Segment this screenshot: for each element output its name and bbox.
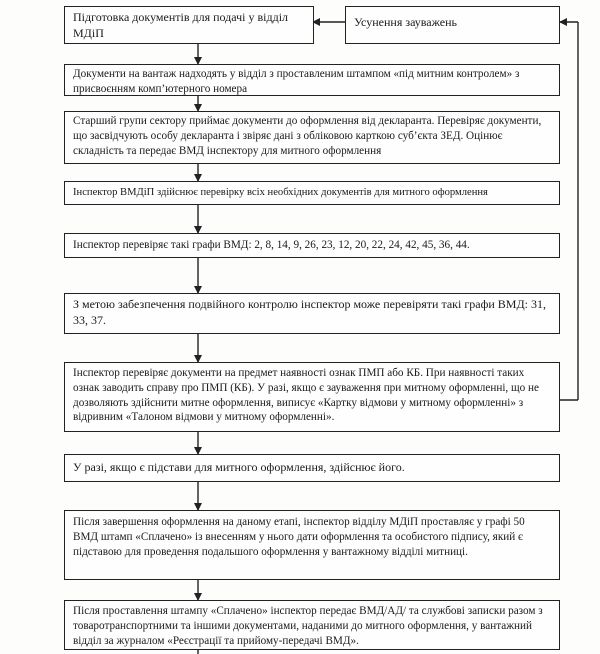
prepare-documents-box: Підготовка документів для подачі у відділ МДіП: [64, 6, 314, 44]
step-5-box: З метою забезпечення подвійного контролю інспектор може перевіряти такі графи ВМД: 31, 33, 37.: [64, 293, 560, 334]
step-4-box: Інспектор перевіряє такі графи ВМД: 2, 8, 14, 9, 26, 23, 12, 20, 22, 24, 42, 45, 36, 44.: [64, 233, 560, 258]
step-2-box: Старший групи сектору приймає документи до оформлення від декларанта. Перевіряє документи, що засвідчують особу декларанта і звіряє дані з обліковою карткою суб’єкта ЗЕД. Оцінює складність та передає ВМД інспектору для митного оформлення: [64, 111, 560, 164]
step-6-box: Інспектор перевіряє документи на предмет наявності ознак ПМП або КБ. При наявності таких ознак заводить справу про ПМП (КБ). У разі, якщо є зауваження при митному оформленні, що не дозволяють здійснити митне оформлення, виписує «Картку відмови у митному оформленні» з відривним «Талоном відмови у митному оформленні».: [64, 362, 560, 432]
step-9-box: Після проставлення штампу «Сплачено» інспектор передає ВМД/АД/ та службові записки разом з товаротранспортними та іншими документами, наданими до митного оформлення, у вантажний відділ за журналом «Реєстрації та прийому-передачі ВМД».: [64, 600, 560, 650]
step-8-box: Після завершення оформлення на даному етапі, інспектор відділу МДіП проставляє у графі 50 ВМД штамп «Сплачено» із внесенням у нього дати оформлення та особистого підпису, який є підставою для проведення подальшого оформлення у вантажному відділі митниці.: [64, 510, 560, 580]
step-3-box: Інспектор ВМДіП здійснює перевірку всіх необхідних документів для митного оформлення: [64, 181, 560, 205]
fix-remarks-box: Усунення зауважень: [345, 6, 560, 44]
step-1-box: Документи на вантаж надходять у відділ з проставленим штампом «під митним контролем» з присвоєнням комп’ютерного номера: [64, 64, 560, 96]
step-7-box: У разі, якщо є підстави для митного оформлення, здійснює його.: [64, 454, 560, 482]
